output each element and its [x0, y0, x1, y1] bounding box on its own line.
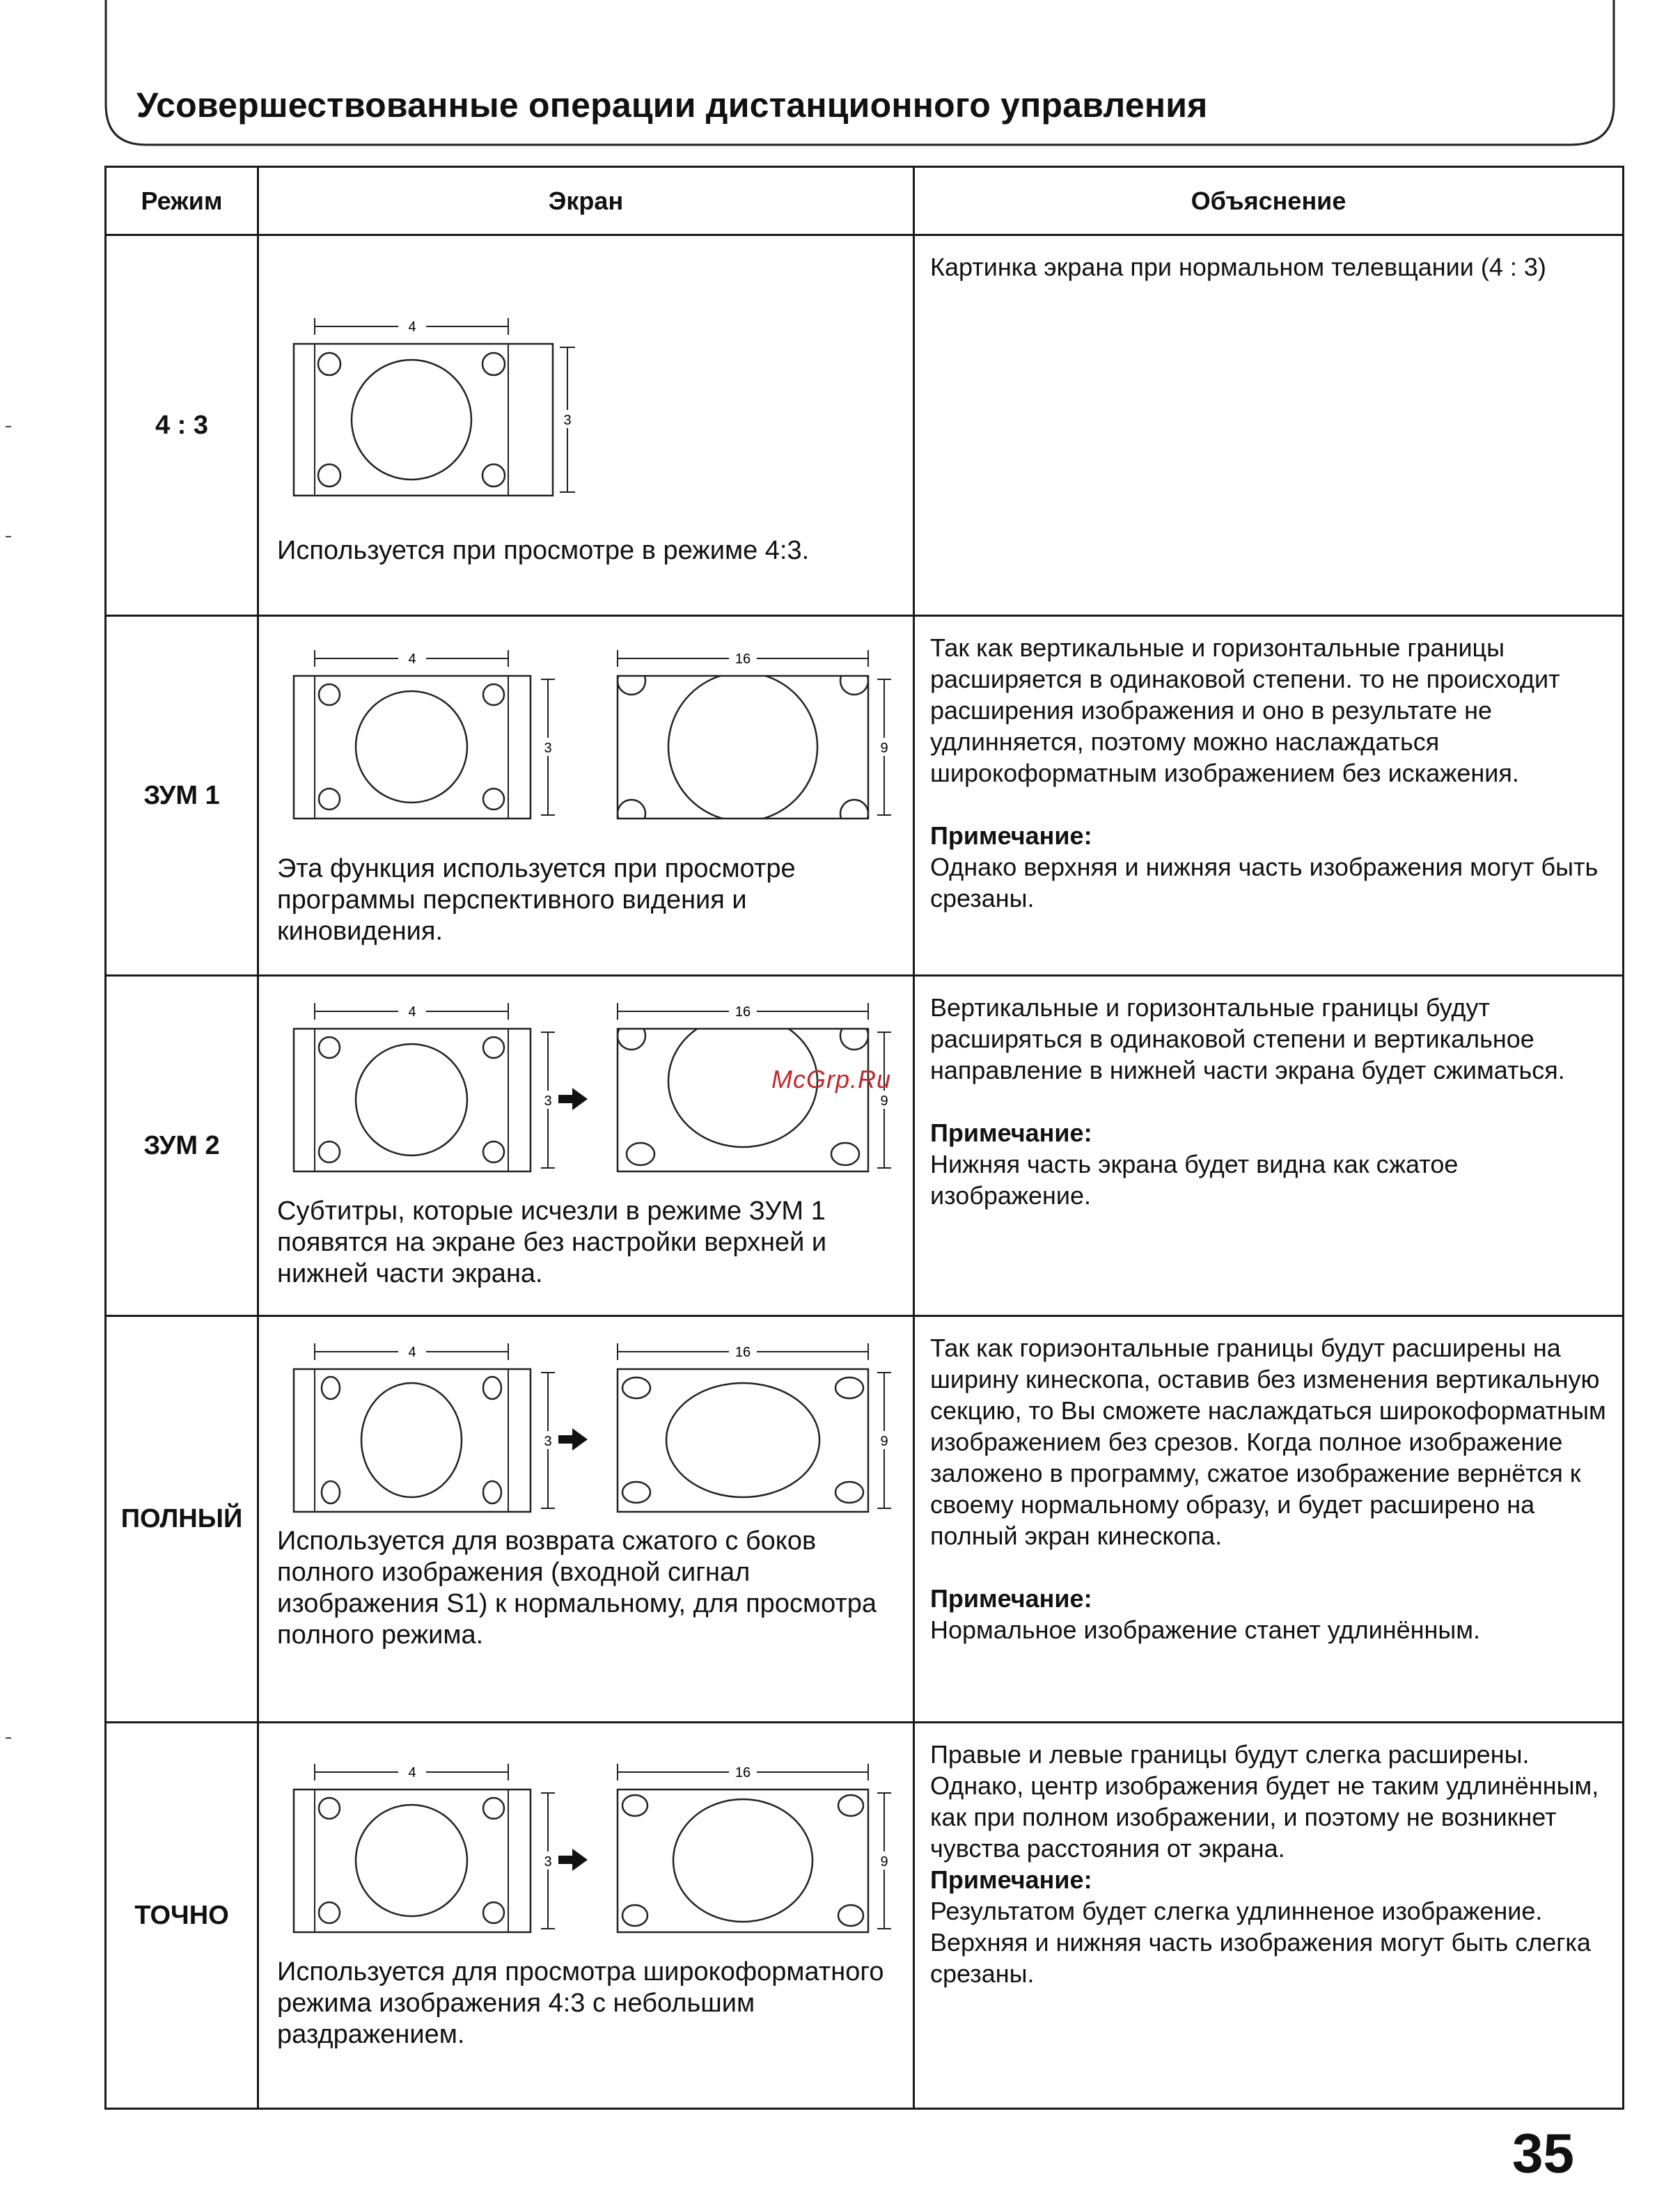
- explanation-cell: [914, 1316, 1624, 1723]
- table-row: [106, 976, 1624, 1316]
- explanation-text: Картинка экрана при нормальном телевщании (4 : 3): [930, 253, 1546, 281]
- width-label: 16: [735, 1004, 751, 1020]
- explanation-text: Вертикальные и горизонтальные границы будут расширяться в одинаковой степени и вертикальное направление в нижней части экрана будет сжиматься.: [930, 993, 1565, 1084]
- width-label: 16: [735, 651, 751, 667]
- width-label: 16: [735, 1765, 751, 1780]
- height-label: 3: [563, 413, 572, 428]
- height-label: 9: [880, 1093, 888, 1109]
- screen-cell: [258, 1316, 914, 1723]
- note-text: Нормальное изображение станет удлинённым.: [930, 1615, 1481, 1644]
- note-text: Результатом будет слегка удлинненое изображение.: [930, 1897, 1543, 1925]
- note-text-2: Верхняя и нижняя часть изображения могут быть слегка срезаны.: [930, 1928, 1591, 1988]
- screen-caption: Используется для возврата сжатого с боков полного изображения (входной сигнал изображения S1) к нормальному, для просмотра полного режима.: [277, 1526, 877, 1650]
- margin-mark: [6, 536, 11, 537]
- table-row: [106, 616, 1624, 976]
- note-label: Примечание:: [930, 1119, 1092, 1147]
- arrow-right-icon: [558, 1428, 588, 1451]
- explanation-text: Так как вертикальные и горизонтальные границы расширяется в одинаковой степени. то не происходит расширения изображения и оно в результате не удлинняется, поэтому можно наслаждаться широкоформатным изображением без искажения.: [930, 633, 1560, 787]
- width-label: 4: [408, 651, 416, 667]
- screen-caption: Субтитры, которые исчезли в режиме ЗУМ 1 появятся на экране без настройки верхней и нижней части экрана.: [277, 1196, 827, 1288]
- header-mode: Режим: [106, 167, 258, 235]
- height-label: 3: [544, 1854, 552, 1870]
- page-title: Усовершествованные операции дистанционного управления: [136, 86, 1208, 125]
- margin-mark: [6, 426, 11, 427]
- diagram-exact: [280, 1758, 906, 1946]
- mode-cell: ЗУМ 2: [106, 976, 258, 1316]
- explanation-cell: [914, 616, 1624, 976]
- diagram-full: [280, 1338, 906, 1526]
- height-label: 9: [880, 1434, 888, 1449]
- height-label: 3: [544, 1434, 552, 1449]
- mode-cell: ТОЧНО: [106, 1723, 258, 2109]
- width-label: 4: [408, 1765, 416, 1780]
- width-label: 16: [735, 1345, 751, 1360]
- margin-mark: [6, 1737, 11, 1739]
- screen-caption: Эта функция используется при просмотре программы перспективного видения и киновидения.: [277, 854, 796, 946]
- table-row: [106, 1723, 1624, 2109]
- width-label: 4: [408, 319, 416, 335]
- screen-cell: [258, 1723, 914, 2109]
- mode-table: [104, 166, 1624, 2110]
- diagram-4-3-screen: [280, 313, 593, 507]
- table-row: [106, 1316, 1624, 1723]
- height-label: 9: [880, 1854, 888, 1870]
- explanation-cell: [914, 1723, 1624, 2109]
- table-row: [106, 235, 1624, 616]
- screen-cell: [258, 616, 914, 976]
- arrow-right-icon: [558, 1849, 588, 1871]
- width-label: 4: [408, 1004, 416, 1020]
- note-label: Примечание:: [930, 1584, 1092, 1613]
- header-screen: Экран: [258, 167, 914, 235]
- note-label: Примечание:: [930, 821, 1092, 850]
- arrow-right-icon: [558, 1088, 588, 1110]
- note-text: Нижняя часть экрана будет видна как сжатое изображение.: [930, 1150, 1459, 1210]
- mode-cell: ПОЛНЫЙ: [106, 1316, 258, 1723]
- note-text: Однако верхняя и нижняя часть изображения могут быть срезаны.: [930, 853, 1599, 913]
- note-label: Примечание:: [930, 1865, 1092, 1894]
- mode-cell: 4 : 3: [106, 235, 258, 616]
- screen-cell: [258, 235, 914, 616]
- screen-caption: Используется при просмотре в режиме 4:3.: [277, 536, 810, 565]
- height-label: 9: [880, 741, 888, 756]
- watermark: McGrp.Ru: [771, 1065, 892, 1093]
- height-label: 3: [544, 1093, 552, 1109]
- explanation-cell: [914, 235, 1624, 616]
- diagram-zoom1: [280, 645, 906, 832]
- screen-cell: [258, 976, 914, 1316]
- width-label: 4: [408, 1345, 416, 1360]
- header-frame: [0, 0, 1657, 167]
- explanation-text: Правые и левые границы будут слегка расширены. Однако, центр изображения будет не таким удлинённым, как при полном изображении, и поэтому не возникнет чувства расстояния от экрана.: [930, 1740, 1599, 1863]
- page-number: 35: [1512, 2122, 1574, 2184]
- explanation-cell: [914, 976, 1624, 1316]
- explanation-text: Так как гориэонтальные границы будут расширены на ширину кинескопа, оставив без изменения вертикальную секцию, то Вы сможете наслаждаться широкоформатным изображением без срезов. Когда полное изображение заложено в программу, сжатое изображение вернётся к своему нормальному образу, и будет расширено на полный экран кинескопа.: [930, 1334, 1606, 1550]
- screen-caption: Используется для просмотра широкоформатного режима изображения 4:3 с небольшим раздражением.: [277, 1957, 884, 2049]
- table-header-row: [106, 167, 1624, 235]
- height-label: 3: [544, 741, 552, 756]
- mode-cell: ЗУМ 1: [106, 616, 258, 976]
- header-explanation: Объяснение: [914, 167, 1624, 235]
